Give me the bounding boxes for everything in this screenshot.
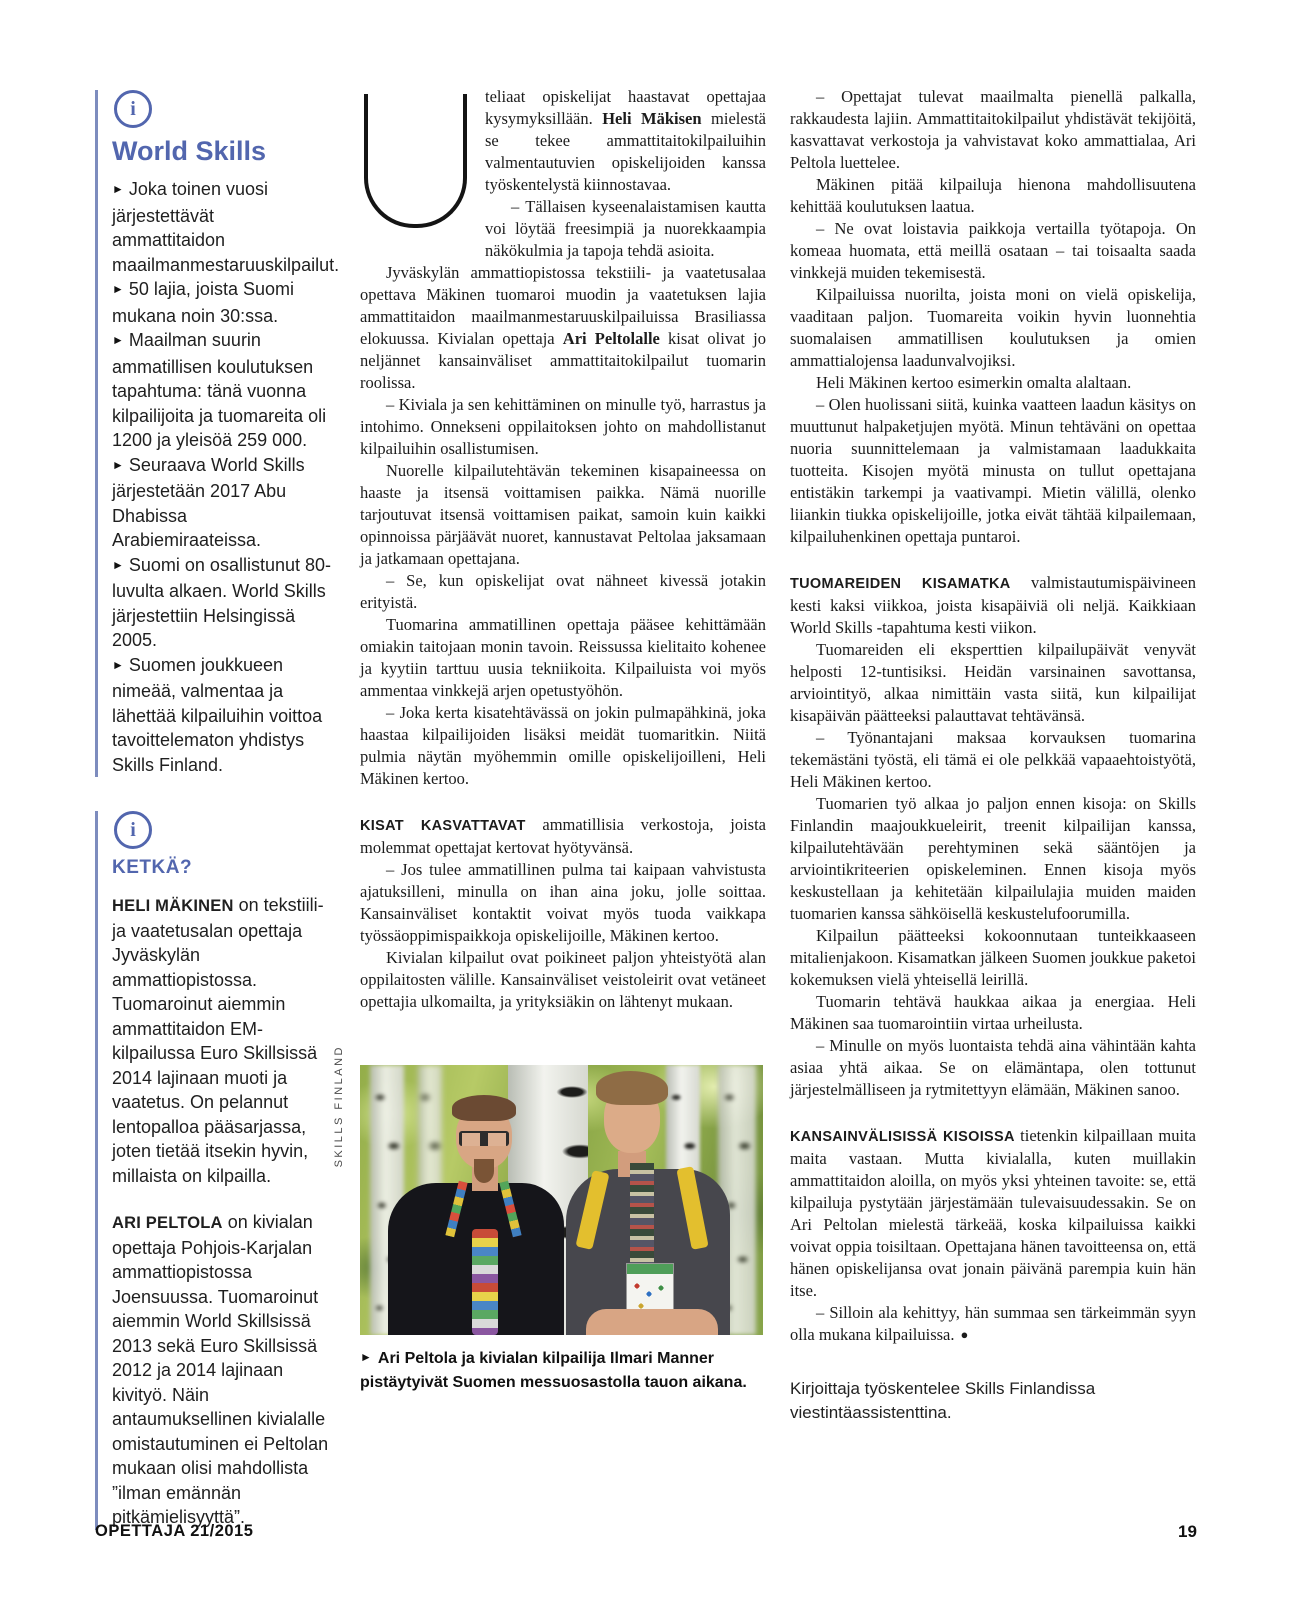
person-ilmari-manner-arms: [586, 1309, 718, 1335]
paragraph: Mäkinen pitää kilpailuja hienona mahdollisuutena kehittää koulutuksen laatua.: [790, 175, 1196, 216]
photo-credit: SKILLS FINLAND: [333, 1045, 345, 1168]
paragraph: Kilpailuissa nuorilta, joista moni on vielä opiskelija, vaaditaan paljon. Tuomareita voikin hyvin luonnehtia suomalaisen ammatillisen koulutuksen ja omien ammattialojensa laadunvalvojiksi.: [790, 285, 1196, 370]
info-icon-glyph: i: [130, 818, 136, 841]
sidebar: [95, 88, 340, 1552]
article-column-1: [333, 86, 766, 1394]
paragraph: – Työnantajani maksaa korvauksen tuomarina tekemästäni työstä, eli tämä ei ole pelkkää vapaaehtoistyötä, Heli Mäkinen kertoo.: [790, 728, 1196, 791]
infobox-ketka: [95, 811, 332, 1530]
paragraph: Tuomarina ammatillinen opettaja pääsee kehittämään omiakin taitojaan monin tavoin. Reissussa kielitaito kohenee ja kyytiin tarttuu uusia tekniikoita. Kilpailuista voi myös ammentaa vinkkejä arjen opetustyöhön.: [360, 615, 766, 700]
paragraph: – Se, kun opiskelijat ovat nähneet kivessä jotakin erityistä.: [360, 571, 766, 612]
list-item-text: Suomi on osallistunut 80-luvulta alkaen. World Skills järjestettiin Helsingissä 2005.: [112, 554, 332, 650]
bio-ari-peltola: [112, 1210, 332, 1530]
list-item-text: 50 lajia, joista Suomi mukana noin 30:ssa.: [112, 279, 294, 326]
article-photo: [360, 1065, 763, 1335]
page-number: 19: [1178, 1522, 1197, 1541]
photo-block: [333, 1045, 763, 1394]
sidebar-title-world-skills: World Skills: [112, 136, 267, 166]
bio-text: on kivialan opettaja Pohjois-Karjalan ammattiopistossa Joensuussa. Tuomaroinut aiemmin World Skillsissä 2013 sekä Euro Skillsissä 2012 ja 2014 lajinaan kivityö. Näin antaumuksellinen kivialalle omistautuminen ei Peltolan mukaan olisi mahdollista ”ilman emännän pitkämielisyyttä”.: [112, 1212, 329, 1527]
paragraph: – Olen huolissani siitä, kuinka vaatteen laadun käsitys on muuttunut halpaketjujen myötä. Minun tehtäväni on opettaa nuoria suunnittelemaan ja valmistamaan laadukkaita tuotteita. Kisojen myötä minusta on tullut opettajana entistäkin tarkempi ja vaativampi. Mietin välillä, olenko liiankin tiukka opiskelijoille, jotka eivät tähtää kilpailemaan, kilpailuhenkinen opettaja puntaroi.: [790, 395, 1196, 546]
section-paragraph-kansainvalisissa-kisoissa: KANSAINVÄLISISSÄ KISOISSA tietenkin kilpaillaan muita maita vastaan. Mutta kivialalla, kuten muillakin ammattitaidon aloilla, on myös yksi yhteinen tavoite: se, että kilpailuja pystytään järjestämään tulevaisuudessakin. Se on Ari Peltolan mielestä tärkeää, koska kilpailuissa kaikki voivat oppia toisiltaan. Opettajana hänen tavoitteensa on, että hänen opiskelijansa ovat jonain päivänä parempia kuin hän itse.: [790, 1126, 1196, 1300]
bio-text: on tekstiili- ja vaatetusalan opettaja Jyväskylän ammattiopistossa. Tuomaroinut aiemmin ammattitaidon EM-kilpailussa Euro Skillsissä 2014 lajinaan muoti ja vaatetus. On pelannut lentopalloa pääsarjassa, joten tietää itsekin hyvin, millaista on kilpailla.: [112, 895, 324, 1186]
bio-name: HELI MÄKINEN: [112, 897, 234, 915]
list-item-text: Seuraava World Skills järjestetään 2017 Abu Dhabissa Arabiemiraateissa.: [112, 454, 305, 550]
infobox-world-skills: [95, 90, 340, 777]
paragraph: – Opettajat tulevat maailmalta pienellä palkalla, rakkaudesta lajiin. Ammattitaitokilpailut yhdistävät tekijöitä, kasvattavat verkostoja ja vahvistavat koko ammattialaa, Ari Peltola luettelee.: [790, 87, 1196, 172]
arrow-bullet-icon: ►: [112, 182, 124, 196]
arrow-bullet-icon: ►: [112, 657, 124, 672]
person-ari-peltola-beard: [474, 1159, 494, 1183]
sidebar-title-ketka: KETKÄ?: [112, 857, 193, 878]
paragraph: – Minulle on myös luontaista tehdä aina vähintään kahta asiaa yhtä aikaa. Se on elämäntapa, olen tottunut järjestelmälliseen ja rytmitettyyn elämään, Mäkinen sanoo.: [790, 1036, 1196, 1099]
paragraph: Heli Mäkinen kertoo esimerkin omalta alaltaan.: [816, 373, 1132, 392]
list-item-text: Maailman suurin ammatillisen koulutuksen tapahtuma: tänä vuonna kilpailijoita ja tuomareita oli 1200 ja yleisöä 259 000.: [112, 330, 327, 450]
arrow-bullet-icon: ►: [112, 457, 124, 472]
paragraph: teliaat opiskelijat haastavat opettajaa kysymyksillään. Heli Mäkisen mielestä se tekee ammattitaitokilpailuihin valmentautuvien opiskelijoiden kanssa työskentelystä kiinnostavaa.: [360, 86, 766, 196]
list-item: [112, 553, 332, 653]
info-icon: [114, 811, 152, 849]
lanyard-pins: [472, 1229, 498, 1335]
section-paragraph-tuomareiden-kisamatka: TUOMAREIDEN KISAMATKA valmistautumispäivineen kesti kaksi viikkoa, joista kisapäiviä oli neljä. Kaikkiaan World Skills -tapahtuma kesti viikon.: [790, 573, 1196, 637]
list-item: [112, 453, 332, 553]
paragraph: – Jos tulee ammatillinen pulma tai kaipaan vahvistusta ajatuksilleni, minulla on ihan aina joku, jolle soittaa. Kansainväliset kontaktit voivat myös tuoda vaikkapa työssäoppimispaikkoja opiskelijoille, Mäkinen kertoo.: [360, 860, 766, 945]
paragraph: – Kiviala ja sen kehittäminen on minulle työ, harrastus ja intohimo. Onnekseni oppilaitoksen johto on mahdollistanut kilpailuihin osallistumisen.: [360, 395, 766, 458]
paragraph: Kivialan kilpailut ovat poikineet paljon yhteistyötä alan oppilaitosten välille. Kansainväliset veistoleirit ovat vetäneet opettajia ulkomailta, ja yrityksiäkin on lähtenyt mukaan.: [360, 948, 766, 1011]
glasses: [459, 1131, 509, 1146]
person-ilmari-manner-hair: [596, 1071, 668, 1105]
paragraph: – Silloin ala kehittyy, hän summaa sen tärkeimmän syyn olla mukana kilpailuissa. ●: [790, 1303, 1196, 1344]
paragraph: Tuomarin tehtävä haukkaa aikaa ja energiaa. Heli Mäkinen saa tuomarointiin virtaa urheilusta.: [790, 992, 1196, 1033]
paragraph: Nuorelle kilpailutehtävän tekeminen kisapaineessa on haaste ja itsensä voittamisen paikka. Nämä nuorille tarjoutuvat itsensä voittamisen paikat, samoin kuin kaikki opinnoissa pärjäävät nuoret, kannustavat Peltolaa jaksamaan ja jatkamaan opettajana.: [360, 461, 766, 568]
list-item: [112, 328, 332, 453]
section-paragraph-kisat-kasvattavat: KISAT KASVATTAVAT ammatillisia verkostoja, joista molemmat opettajat kertovat hyötyvänsä.: [360, 815, 766, 857]
paragraph: Tuomareiden eli eksperttien kilpailupäivät venyvät helposti 12-tuntisiksi. Heidän varsinainen savottansa, arviointityö, alkaa nimittäin vasta siitä, kun kilpailijat kisapäivän päätteeksi palauttavat tehtävänsä.: [790, 640, 1196, 725]
list-item: [112, 177, 340, 277]
list-item-text: Suomen joukkueen nimeää, valmentaa ja lähettää kilpailuihin voittoa tavoittelematon yhdistys Skills Finland.: [112, 654, 323, 775]
list-item: [112, 277, 332, 328]
list-item: [112, 653, 332, 778]
arrow-bullet-icon: ►: [112, 557, 124, 572]
bio-name: ARI PELTOLA: [112, 1214, 223, 1232]
paragraph: – Joka kerta kisatehtävässä on jokin pulmapähkinä, joka haastaa kilpailijoiden lisäksi meidät tuomaritkin. Niitä pulmia näytän myöhemmin omille opiskelijoilleni, Heli Mäkinen kertoo.: [360, 703, 766, 788]
arrow-bullet-icon: ►: [112, 333, 124, 347]
author-byline: Kirjoittaja työskentelee Skills Finlandissa viestintäassistenttina.: [790, 1379, 1096, 1422]
photo-caption-text: Ari Peltola ja kivialan kilpailija Ilmari Manner pistäytyivät Suomen messuosastolla tauon aikana.: [360, 1350, 747, 1391]
paragraph: Kilpailun päätteeksi kokoonnutaan tunteikkaaseen mitalienjakoon. Kisamatkan jälkeen Suomen joukkue paketoi kokemuksen vielä yhteisellä leirillä.: [790, 926, 1196, 989]
photo-caption: [360, 1347, 762, 1394]
article-column-2: [790, 86, 1196, 1425]
lanyard: [630, 1163, 654, 1267]
paragraph: – Ne ovat loistavia paikkoja vertailla työtapoja. On komeaa huomata, että meillä osataan – tai toisaalta saada vinkkejä muiden tekemisestä.: [790, 219, 1196, 282]
person-ari-peltola-hair: [452, 1095, 516, 1121]
info-icon: [114, 90, 152, 128]
paragraph: Jyväskylän ammattiopistossa tekstiili- ja vaatetusalaa opettava Mäkinen tuomaroi muodin ja vaatetuksen lajia ammattitaidon maailmanmestaruuskilpailuissa Brasiliassa elokuussa. Kivialan opettaja Ari Peltolalle kisat olivat jo neljännet kansainväliset ammattitaitokilpailut tuomarin roolissa.: [360, 263, 766, 392]
list-item-text: Joka toinen vuosi järjestettävät ammattitaidon maailmanmestaruuskilpailut.: [112, 179, 340, 275]
dropcap-u: [364, 94, 467, 228]
paragraph: – Tällaisen kyseenalaistamisen kautta voi löytää freesimpiä ja nuorekkaampia näkökulmia ja tapoja tehdä asioita.: [485, 197, 766, 260]
magazine-footer: OPETTAJA 21/2015: [95, 1522, 254, 1540]
info-icon-glyph: i: [130, 97, 136, 120]
paragraph: Tuomarien työ alkaa jo paljon ennen kisoja: on Skills Finlandin maajoukkueleirit, treenit kilpailijan kanssa, kilpailutehtävään perehtyminen sekä sääntöjen ja arviointikriteerien opiskeleminen. Ennen kisoja myös keskustellaan ja kehitetään kilpailulajia muiden maiden tuomarien kanssa sähköisellä keskustelufoorumilla.: [790, 794, 1196, 923]
end-mark: ●: [960, 1327, 969, 1342]
bio-heli-makinen: [112, 893, 332, 1188]
caption-arrow-icon: ►: [360, 1350, 372, 1364]
arrow-bullet-icon: ►: [112, 282, 124, 296]
